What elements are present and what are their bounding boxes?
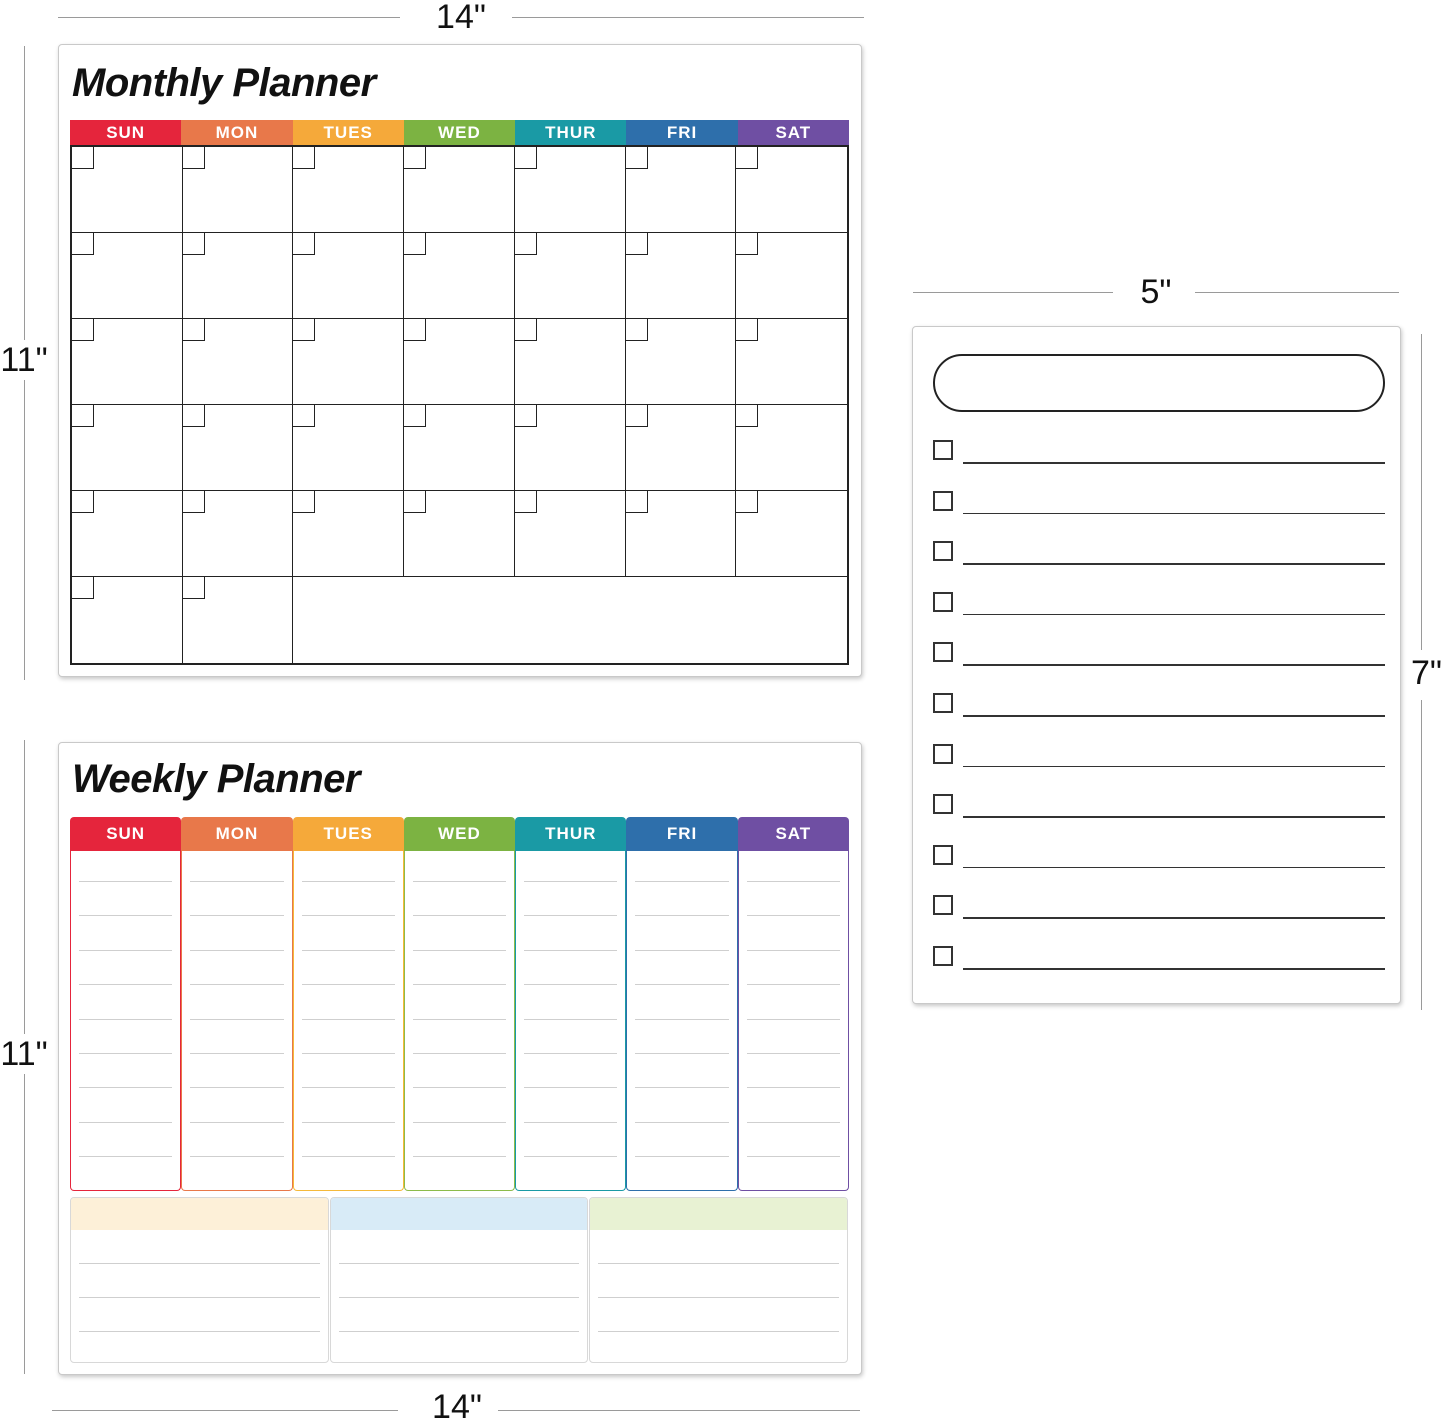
todo-item	[933, 946, 1385, 976]
calendar-day-cell	[183, 233, 294, 319]
calendar-day-cell	[515, 405, 626, 491]
calendar-day-cell	[515, 147, 626, 233]
todo-writing-line	[963, 766, 1385, 768]
writing-line	[635, 1053, 728, 1054]
todo-writing-line	[963, 816, 1385, 818]
todo-checkbox	[933, 946, 953, 966]
todo-checkbox	[933, 794, 953, 814]
writing-line	[190, 950, 283, 951]
todo-checkbox	[933, 845, 953, 865]
todo-item	[933, 895, 1385, 925]
todo-item	[933, 592, 1385, 622]
date-number-box	[626, 147, 648, 169]
date-number-box	[293, 491, 315, 513]
date-number-box	[72, 147, 94, 169]
monthly-day-sun: SUN	[70, 120, 181, 145]
calendar-day-cell	[404, 405, 515, 491]
calendar-day-cell	[183, 491, 294, 577]
date-number-box	[736, 491, 758, 513]
writing-line	[413, 950, 506, 951]
weekly-height-line-top	[24, 740, 25, 1034]
monthly-width-label: 14"	[420, 0, 502, 34]
todo-height-line-bottom	[1421, 700, 1422, 1010]
writing-line	[524, 1053, 617, 1054]
writing-line	[747, 1053, 840, 1054]
writing-line	[524, 1156, 617, 1157]
writing-line	[747, 1122, 840, 1123]
calendar-day-cell	[515, 319, 626, 405]
writing-line	[79, 915, 172, 916]
writing-line	[79, 1019, 172, 1020]
date-number-box	[72, 491, 94, 513]
weekly-day-sat: SAT	[738, 817, 849, 851]
writing-line	[190, 1019, 283, 1020]
writing-line	[190, 984, 283, 985]
calendar-day-cell	[404, 319, 515, 405]
weekly-day-column	[70, 851, 181, 1191]
date-number-box	[183, 405, 205, 427]
todo-writing-line	[963, 462, 1385, 464]
monthly-width-line-right	[512, 17, 864, 18]
date-number-box	[626, 491, 648, 513]
writing-line	[79, 1263, 320, 1264]
date-number-box	[183, 577, 205, 599]
weekly-planner-title: Weekly Planner	[72, 757, 360, 801]
todo-item	[933, 794, 1385, 824]
weekly-height-line-bottom	[24, 1074, 25, 1374]
calendar-day-cell	[183, 405, 294, 491]
todo-width-label: 5"	[1130, 275, 1182, 309]
calendar-day-cell	[183, 319, 294, 405]
todo-writing-line	[963, 968, 1385, 970]
todo-checkbox	[933, 744, 953, 764]
calendar-day-cell	[293, 405, 404, 491]
todo-writing-line	[963, 917, 1385, 919]
writing-line	[413, 1156, 506, 1157]
calendar-day-cell	[293, 233, 404, 319]
calendar-day-cell	[515, 233, 626, 319]
todo-item	[933, 693, 1385, 723]
notes-box	[330, 1197, 589, 1363]
writing-line	[524, 1087, 617, 1088]
calendar-day-cell	[736, 233, 847, 319]
date-number-box	[515, 233, 537, 255]
weekly-day-column	[738, 851, 849, 1191]
writing-line	[190, 915, 283, 916]
weekly-planner-board	[58, 742, 862, 1375]
date-number-box	[736, 405, 758, 427]
todo-item	[933, 744, 1385, 774]
date-number-box	[293, 319, 315, 341]
date-number-box	[515, 405, 537, 427]
monthly-height-label: 11"	[0, 341, 48, 379]
todo-item	[933, 845, 1385, 875]
monthly-day-wed: WED	[404, 120, 515, 145]
writing-line	[747, 950, 840, 951]
writing-line	[635, 915, 728, 916]
calendar-day-cell	[72, 319, 183, 405]
todo-writing-line	[963, 614, 1385, 616]
todo-writing-line	[963, 563, 1385, 565]
calendar-day-cell	[404, 491, 515, 577]
writing-line	[524, 984, 617, 985]
monthly-calendar-grid	[70, 145, 849, 665]
writing-line	[79, 1122, 172, 1123]
date-number-box	[183, 233, 205, 255]
writing-line	[413, 1122, 506, 1123]
writing-line	[79, 1331, 320, 1332]
monthly-day-fri: FRI	[626, 120, 737, 145]
calendar-day-cell	[72, 233, 183, 319]
writing-line	[413, 984, 506, 985]
calendar-day-cell	[736, 491, 847, 577]
date-number-box	[736, 233, 758, 255]
writing-line	[635, 1122, 728, 1123]
writing-line	[524, 1019, 617, 1020]
date-number-box	[72, 319, 94, 341]
writing-line	[598, 1263, 839, 1264]
writing-line	[190, 1122, 283, 1123]
monthly-height-line-bottom	[24, 380, 25, 680]
weekly-day-wed: WED	[404, 817, 515, 851]
todo-item	[933, 642, 1385, 672]
todo-width-line-left	[913, 292, 1113, 293]
calendar-day-cell	[736, 319, 847, 405]
date-number-box	[293, 405, 315, 427]
todo-list-board	[912, 326, 1401, 1004]
weekly-day-mon: MON	[181, 817, 292, 851]
notes-box	[70, 1197, 329, 1363]
monthly-planner-board	[58, 44, 862, 677]
date-number-box	[626, 319, 648, 341]
writing-line	[302, 1122, 395, 1123]
todo-item	[933, 541, 1385, 571]
writing-line	[413, 915, 506, 916]
weekly-day-tues: TUES	[293, 817, 404, 851]
monthly-planner-title: Monthly Planner	[72, 61, 376, 105]
writing-line	[302, 984, 395, 985]
calendar-day-cell	[72, 577, 183, 663]
date-number-box	[626, 405, 648, 427]
monthly-day-sat: SAT	[738, 120, 849, 145]
todo-checkbox	[933, 592, 953, 612]
writing-line	[339, 1297, 580, 1298]
writing-line	[635, 881, 728, 882]
writing-line	[413, 881, 506, 882]
date-number-box	[293, 233, 315, 255]
monthly-day-tues: TUES	[293, 120, 404, 145]
writing-line	[524, 881, 617, 882]
writing-line	[598, 1297, 839, 1298]
weekly-day-column	[293, 851, 404, 1191]
writing-line	[524, 1122, 617, 1123]
date-number-box	[72, 577, 94, 599]
date-number-box	[404, 491, 426, 513]
todo-height-line-top	[1421, 334, 1422, 650]
date-number-box	[736, 147, 758, 169]
weekly-width-label: 14"	[418, 1390, 496, 1424]
monthly-day-mon: MON	[181, 120, 292, 145]
notes-header-band	[71, 1198, 328, 1230]
writing-line	[524, 915, 617, 916]
writing-line	[747, 1019, 840, 1020]
writing-line	[302, 1053, 395, 1054]
todo-writing-line	[963, 513, 1385, 515]
writing-line	[190, 1053, 283, 1054]
todo-title-field	[933, 354, 1385, 412]
todo-item	[933, 440, 1385, 470]
date-number-box	[404, 405, 426, 427]
writing-line	[190, 881, 283, 882]
date-number-box	[183, 147, 205, 169]
weekly-day-fri: FRI	[626, 817, 737, 851]
writing-line	[79, 950, 172, 951]
writing-line	[302, 1087, 395, 1088]
calendar-day-cell	[626, 233, 737, 319]
writing-line	[339, 1263, 580, 1264]
writing-line	[339, 1331, 580, 1332]
date-number-box	[72, 405, 94, 427]
calendar-day-cell	[626, 491, 737, 577]
writing-line	[635, 1156, 728, 1157]
writing-line	[747, 881, 840, 882]
calendar-day-cell	[404, 233, 515, 319]
notes-header-band	[331, 1198, 588, 1230]
date-number-box	[404, 319, 426, 341]
todo-writing-line	[963, 715, 1385, 717]
calendar-day-cell	[404, 147, 515, 233]
writing-line	[302, 1156, 395, 1157]
writing-line	[302, 1019, 395, 1020]
weekly-day-column	[515, 851, 626, 1191]
writing-line	[413, 1019, 506, 1020]
writing-line	[747, 1156, 840, 1157]
todo-item	[933, 491, 1385, 521]
calendar-day-cell	[293, 491, 404, 577]
writing-line	[79, 984, 172, 985]
todo-height-label: 7"	[1408, 656, 1445, 690]
writing-line	[413, 1087, 506, 1088]
calendar-day-cell	[183, 147, 294, 233]
calendar-day-cell	[72, 147, 183, 233]
monthly-width-line-left	[58, 17, 400, 18]
weekly-height-label: 11"	[0, 1035, 48, 1073]
weekly-day-sun: SUN	[70, 817, 181, 851]
writing-line	[747, 1087, 840, 1088]
todo-writing-line	[963, 867, 1385, 869]
date-number-box	[404, 147, 426, 169]
weekly-day-column	[181, 851, 292, 1191]
todo-checkbox	[933, 693, 953, 713]
calendar-day-cell	[626, 147, 737, 233]
calendar-day-cell	[72, 405, 183, 491]
weekly-day-header	[70, 817, 849, 851]
writing-line	[747, 915, 840, 916]
calendar-day-cell	[626, 319, 737, 405]
calendar-day-cell	[515, 491, 626, 577]
date-number-box	[736, 319, 758, 341]
calendar-day-cell	[736, 147, 847, 233]
date-number-box	[183, 491, 205, 513]
date-number-box	[72, 233, 94, 255]
monthly-day-header	[70, 120, 849, 145]
writing-line	[302, 915, 395, 916]
notes-header-band	[590, 1198, 847, 1230]
calendar-day-cell	[736, 405, 847, 491]
writing-line	[598, 1331, 839, 1332]
writing-line	[79, 881, 172, 882]
writing-line	[413, 1053, 506, 1054]
writing-line	[747, 984, 840, 985]
todo-writing-line	[963, 664, 1385, 666]
date-number-box	[293, 147, 315, 169]
weekly-day-thur: THUR	[515, 817, 626, 851]
calendar-day-cell	[293, 147, 404, 233]
todo-checkbox	[933, 541, 953, 561]
writing-line	[79, 1087, 172, 1088]
monthly-height-line-top	[24, 46, 25, 340]
writing-line	[524, 950, 617, 951]
monthly-day-thur: THUR	[515, 120, 626, 145]
writing-line	[190, 1087, 283, 1088]
date-number-box	[626, 233, 648, 255]
weekly-day-column	[404, 851, 515, 1191]
date-number-box	[515, 147, 537, 169]
weekly-width-line-right	[498, 1410, 860, 1411]
date-number-box	[183, 319, 205, 341]
date-number-box	[515, 319, 537, 341]
date-number-box	[515, 491, 537, 513]
writing-line	[302, 881, 395, 882]
todo-checkbox	[933, 491, 953, 511]
todo-checkbox	[933, 642, 953, 662]
calendar-day-cell	[626, 405, 737, 491]
todo-width-line-right	[1195, 292, 1399, 293]
calendar-day-cell	[183, 577, 294, 663]
notes-box	[589, 1197, 848, 1363]
todo-checkbox	[933, 895, 953, 915]
writing-line	[635, 984, 728, 985]
writing-line	[302, 950, 395, 951]
writing-line	[79, 1156, 172, 1157]
writing-line	[79, 1297, 320, 1298]
calendar-day-cell	[293, 319, 404, 405]
weekly-day-column	[626, 851, 737, 1191]
writing-line	[635, 950, 728, 951]
todo-checkbox	[933, 440, 953, 460]
writing-line	[79, 1053, 172, 1054]
writing-line	[635, 1019, 728, 1020]
weekly-width-line-left	[52, 1410, 398, 1411]
writing-line	[190, 1156, 283, 1157]
writing-line	[635, 1087, 728, 1088]
calendar-day-cell	[72, 491, 183, 577]
date-number-box	[404, 233, 426, 255]
